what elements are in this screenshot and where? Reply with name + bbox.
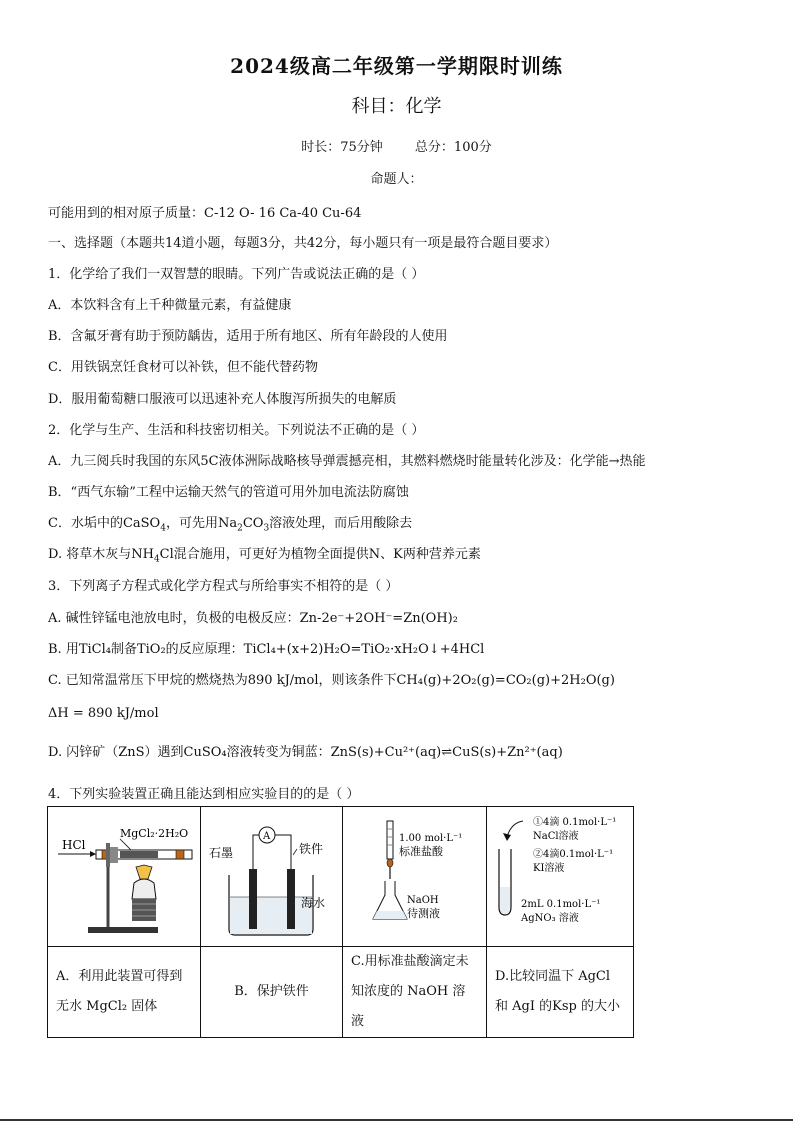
- figure-d-cell: [487, 807, 634, 947]
- acid-concentration: 1.00 mol·L⁻¹: [399, 833, 463, 844]
- analyte-label: 待测液: [407, 907, 440, 920]
- caption-a-line2: 无水 MgCl₂ 固体: [56, 999, 158, 1014]
- q2-option-a: A．九三阅兵时我国的东风5C液体洲际战略核导弹震撼亮相，其燃料燃烧时能量转化涉及：化学能→热能: [48, 454, 646, 469]
- figure-d-test-tube: [487, 807, 633, 942]
- duration: 时长：75分钟: [301, 140, 383, 155]
- q4-stem: 4．下列实验装置正确且能达到相应实验目的的是（ ）: [48, 787, 360, 802]
- acid-label: 标准盐酸: [399, 845, 443, 858]
- caption-c-line2: 知浓度的 NaOH 溶液: [351, 984, 466, 1029]
- q2c-sub1: 4: [160, 523, 166, 534]
- q4-apparatus-table: [47, 806, 634, 1038]
- q2-option-b: B．“西气东输”工程中运输天然气的管道可用外加电流法防腐蚀: [48, 485, 409, 500]
- agno3-label: AgNO₃ 溶液: [521, 913, 579, 924]
- q3-option-c-dh: ΔH = 890 kJ/mol: [48, 706, 159, 721]
- figure-c-cell: [343, 807, 487, 947]
- q2c-part4: 溶液处理，而后用酸除去: [269, 516, 413, 531]
- q3-option-b: B. 用TiCl₄制备TiO₂的反应原理：TiCl₄+(x+2)H₂O=TiO₂·xH₂O↓+4HCl: [48, 642, 485, 657]
- caption-d: [487, 947, 634, 1038]
- figure-a-dehydration-apparatus: [48, 807, 200, 942]
- graphite-label: 石墨: [209, 846, 234, 860]
- agno3-amount: 2mL 0.1mol·L⁻¹: [521, 899, 601, 910]
- q1-option-a: A．本饮料含有上千种微量元素，有益健康: [48, 298, 292, 313]
- figure-b-cell: [201, 807, 343, 947]
- q2d-sub: 4: [153, 554, 160, 565]
- drop2-label: ②4滴0.1mol·L⁻¹: [533, 849, 614, 860]
- caption-d-line2: 和 AgI 的Ksp 的大小: [495, 999, 620, 1014]
- q3-option-c: C. 已知常温常压下甲烷的燃烧热为890 kJ/mol，则该条件下CH₄(g)+2O₂(g)=CO₂(g)+2H₂O(g): [48, 673, 615, 688]
- author-line: 命题人：: [370, 172, 423, 187]
- total-score: 总分：100分: [414, 140, 492, 155]
- section-heading: 一、选择题（本题共14道小题，每题3分，共42分，每小题只有一项是最符合题目要求）: [48, 236, 558, 251]
- q2c-sub3: 3: [263, 523, 270, 534]
- q2-option-d: [48, 543, 481, 565]
- meta-line: [0, 136, 793, 155]
- caption-b: [201, 947, 343, 1038]
- q2d-part1: D. 将草木灰与NH: [48, 547, 154, 562]
- iron-label: 铁件: [299, 842, 324, 856]
- q2c-part2: ，可先用Na: [165, 516, 238, 531]
- q3-stem: 3．下列离子方程式或化学方程式与所给事实不相符的是（ ）: [48, 579, 399, 594]
- page-bottom-rule: [0, 1119, 793, 1121]
- q2-option-c: [48, 512, 412, 534]
- q2c-part1: C．水垢中的CaSO: [48, 516, 161, 531]
- caption-d-line1: D.比较同温下 AgCl: [495, 969, 611, 984]
- figure-c-titration: [343, 807, 486, 942]
- q1-option-d: D．服用葡萄糖口服液可以迅速补充人体腹泻所损失的电解质: [48, 392, 397, 407]
- q2c-sub2: 2: [237, 523, 243, 534]
- q3-option-a: A. 碱性锌锰电池放电时，负极的电极反应：Zn-2e⁻+2OH⁻=Zn(OH)₂: [48, 611, 458, 626]
- hcl-label: HCl: [62, 838, 86, 852]
- drop1-solution: NaCl溶液: [533, 831, 579, 842]
- figure-a-cell: [48, 807, 201, 947]
- exam-title: 2024级高二年级第一学期限时训练: [230, 54, 563, 78]
- q2-stem: 2．化学与生产、生活和科技密切相关。下列说法不正确的是（ ）: [48, 423, 425, 438]
- q1-option-c: C．用铁锅烹饪食材可以补铁，但不能代替药物: [48, 360, 318, 375]
- caption-c: [343, 947, 487, 1038]
- caption-b-line1: B．保护铁件: [234, 984, 309, 999]
- drop2-solution: KI溶液: [533, 863, 565, 874]
- q2c-part3: CO: [242, 516, 264, 531]
- subject-line: 科目：化学: [351, 96, 442, 117]
- caption-c-line1: C.用标准盐酸滴定未: [351, 954, 469, 969]
- drop1-label: ①4滴 0.1mol·L⁻¹: [533, 817, 617, 828]
- atomic-masses: 可能用到的相对原子质量：C-12 O- 16 Ca-40 Cu-64: [48, 206, 362, 221]
- caption-a: [48, 947, 201, 1038]
- q2d-part2: Cl混合施用，可更好为植物全面提供N、K两种营养元素: [159, 547, 481, 562]
- caption-a-line1: A．利用此装置可得到: [56, 969, 183, 984]
- ammeter-label: A: [263, 831, 271, 842]
- q1-option-b: B．含氟牙膏有助于预防龋齿，适用于所有地区、所有年龄段的人使用: [48, 329, 448, 344]
- figure-b-electrochemical-cell: [201, 807, 342, 942]
- seawater-label: 海水: [301, 896, 326, 910]
- q3-option-d: D. 闪锌矿（ZnS）遇到CuSO₄溶液转变为铜蓝：ZnS(s)+Cu²⁺(aq)⇌CuS(s)+Zn²⁺(aq): [48, 745, 563, 760]
- mgcl2-label: MgCl₂·2H₂O: [120, 827, 189, 840]
- q1-stem: 1．化学给了我们一双智慧的眼睛。下列广告或说法正确的是（ ）: [48, 267, 425, 282]
- naoh-label: NaOH: [407, 895, 439, 906]
